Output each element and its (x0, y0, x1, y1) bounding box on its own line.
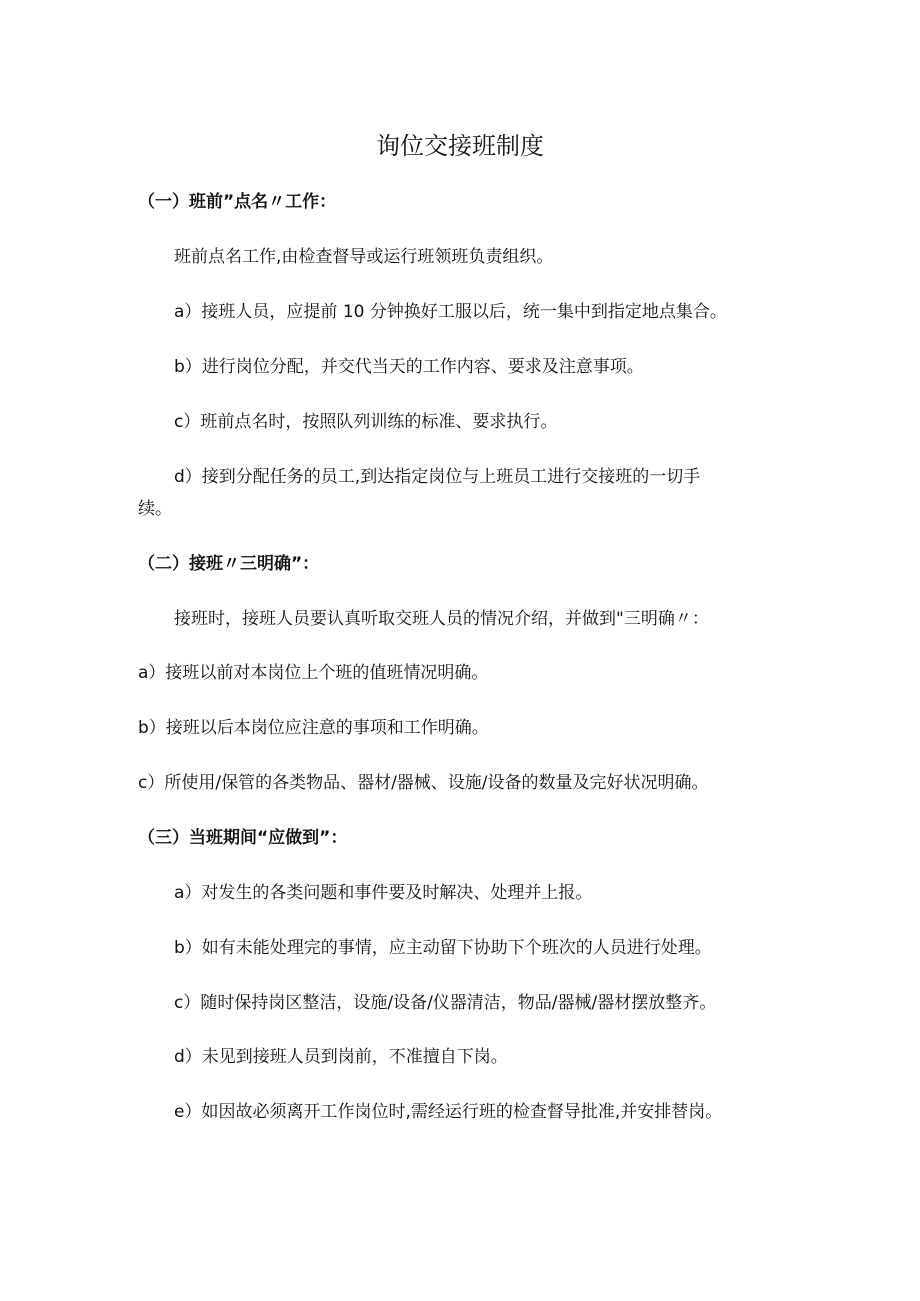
paragraph: 接班时，接班人员要认真听取交班人员的情况介绍，并做到"三明确〃： (174, 609, 709, 629)
list-item: e）如因故必须离开工作岗位时,需经运行班的检查督导批准,并安排替岗。 (174, 1102, 723, 1122)
section-heading-2: （二）接班〃三明确”： (138, 554, 320, 574)
list-item: c）所使用/保管的各类物品、器材/器械、设施/设备的数量及完好状况明确。 (138, 773, 709, 793)
list-item: a）接班人员，应提前 10 分钟换好工服以后，统一集中到指定地点集合。 (174, 302, 727, 322)
list-item: b）进行岗位分配，并交代当天的工作内容、要求及注意事项。 (174, 357, 644, 377)
list-item: b）接班以后本岗位应注意的事项和工作明确。 (138, 718, 489, 738)
list-item-continuation: 续。 (138, 499, 172, 519)
list-item: c）随时保持岗区整洁，设施/设备/仪器清洁，物品/器械/器材摆放整齐。 (174, 993, 717, 1013)
list-item: b）如有未能处理完的事情，应主动留下协助下个班次的人员进行处理。 (174, 938, 712, 958)
list-item: a）对发生的各类问题和事件要及时解决、处理并上报。 (174, 883, 593, 903)
list-item: a）接班以前对本岗位上个班的值班情况明确。 (138, 663, 489, 683)
section-heading-3: （三）当班期间“应做到”： (138, 828, 348, 848)
list-item: d）接到分配任务的员工,到达指定岗位与上班员工进行交接班的一切手 (174, 467, 701, 487)
list-item: c）班前点名时，按照队列训练的标准、要求执行。 (174, 412, 558, 432)
section-heading-1: （一）班前”点名〃工作： (138, 192, 337, 212)
list-item: d）未见到接班人员到岗前，不准擅自下岗。 (174, 1047, 508, 1067)
document-title: 询位交接班制度 (376, 132, 544, 160)
paragraph: 班前点名工作,由检查督导或运行班领班负责组织。 (174, 247, 554, 267)
